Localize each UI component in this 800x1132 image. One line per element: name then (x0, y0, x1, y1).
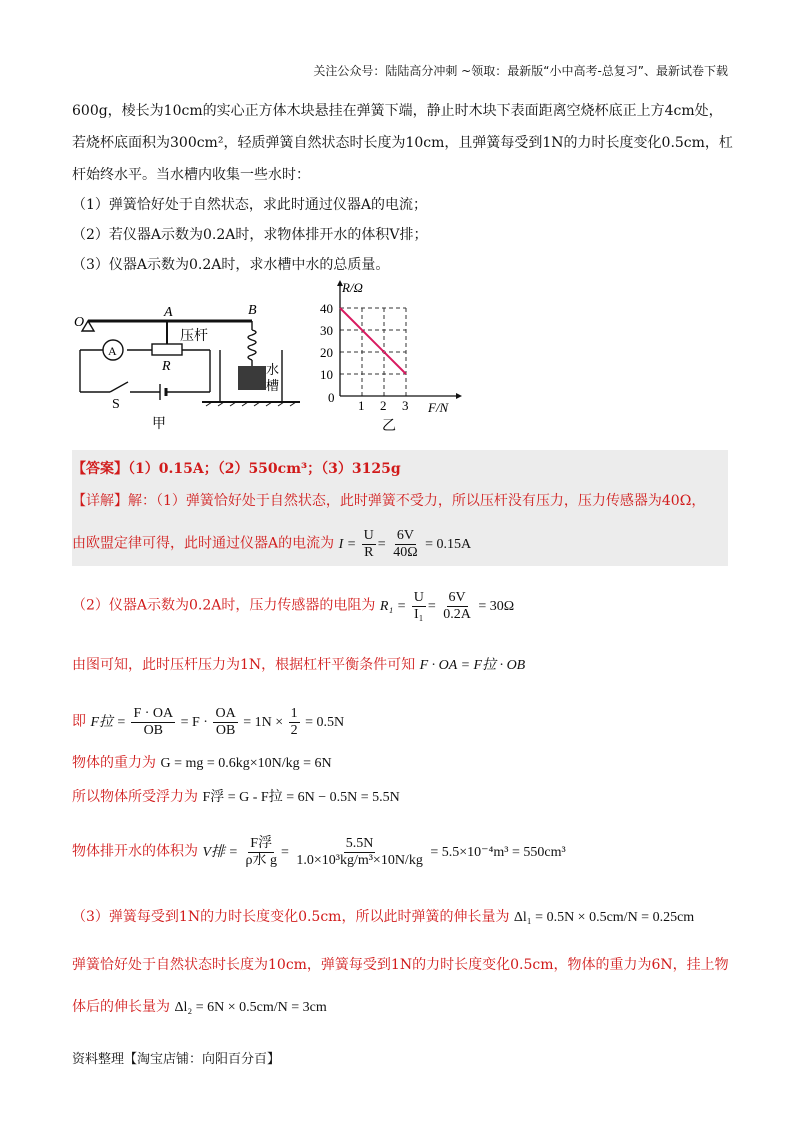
eq8: Δl₁ = 0.5N × 0.5cm/N = 0.25cm (513, 910, 695, 925)
solution-line-7 (72, 786, 400, 806)
x-tick-3: 3 (402, 398, 409, 413)
eq5: G = mg = 0.6kg×10N/kg = 6N (160, 756, 332, 771)
label-meter: A (108, 344, 117, 358)
y-axis-label: R/Ω (342, 280, 363, 295)
solution-line-5 (72, 706, 344, 739)
solution-p9: （3）弹簧每受到1N的力时长度变化0.5cm，所以此时弹簧的伸长量为 (72, 909, 510, 925)
solution-p11: 体后的伸长量为 (72, 999, 170, 1015)
solution-p1: 解：（1）弹簧恰好处于自然状态，此时弹簧不受力，所以压杆没有压力，压力传感器为40Ω， (128, 493, 706, 509)
solution-p5: 即 (72, 713, 86, 730)
resistor-r (152, 344, 182, 355)
question-3: （3）仪器A示数为0.2A时，求水槽中水的总质量。 (72, 257, 390, 273)
y-tick-30: 30 (320, 323, 333, 338)
label-a: A (164, 305, 173, 320)
eq4: F拉 = $\frac{F \cdot OA}{OB}$ = F · $\frac{OA}{OB}$ = 1N × $\frac{1}{2}$ = 0.5N (90, 706, 345, 738)
label-ya-gan: 压杆 (180, 329, 208, 344)
y-tick-40: 40 (320, 301, 333, 316)
solution-p8: 物体排开水的体积为 (72, 843, 198, 860)
problem-line-2: 若烧杯底面积为300cm²，轻质弹簧自然状态时长度为10cm，且弹簧每受到1N的力时长度变化0.5cm，杠 (72, 135, 733, 151)
spring (248, 330, 256, 360)
caption-jia: 甲 (152, 417, 166, 432)
answer-text: （1）0.15A；（2）550cm³；（3）3125g (128, 461, 401, 477)
eq9: Δl₂ = 6N × 0.5cm/N = 3cm (174, 1000, 327, 1015)
solution-p10: 弹簧恰好处于自然状态时长度为10cm，弹簧每受到1N的力时长度变化0.5cm，物体的重力为6N，挂上物 (72, 957, 729, 973)
eq2: R₁ = $\frac{U}{\text{I₁}}$ = $\frac{6V}{0.2A}$ = 30Ω (379, 590, 515, 622)
label-o: O (74, 315, 85, 330)
series-line-R (340, 308, 406, 374)
answer-line (72, 458, 401, 478)
solution-p4: 由图可知，此时压杆压力为1N，根据杠杆平衡条件可知 (72, 657, 416, 673)
switch-s (110, 382, 128, 392)
figure-yi-chart (316, 276, 476, 436)
label-cao: 槽 (266, 378, 280, 393)
page-header: 关注公众号：陆陆高分冲刺 ~领取：最新版“小中高考-总复习”、最新试卷下载 (313, 64, 728, 78)
eq3: F · OA = F拉 · OB (419, 658, 526, 673)
answer-tag: 【答案】 (72, 461, 128, 477)
figure-jia (72, 300, 312, 435)
solution-line-10 (72, 954, 729, 974)
wood-block (238, 366, 266, 390)
solution-line-1 (72, 490, 705, 510)
solution-p6: 物体的重力为 (72, 755, 156, 771)
solution-line-6 (72, 752, 332, 772)
page-footer: 资料整理【淘宝店铺：向阳百分百】 (72, 1052, 281, 1067)
solution-line-4 (72, 654, 525, 674)
solution-line-2 (72, 528, 471, 561)
origin-label: 0 (328, 390, 335, 405)
problem-line-1: 600g，棱长为10cm的实心正方体木块悬挂在弹簧下端，静止时木块下表面距离空烧杯底正上方4cm处， (72, 103, 723, 119)
y-tick-10: 10 (320, 367, 333, 382)
solution-line-11 (72, 996, 327, 1016)
problem-line-3: 杆始终水平。当水槽内收集一些水时： (72, 167, 310, 183)
solution-p7: 所以物体所受浮力为 (72, 789, 198, 805)
eq6: F浮 = G - F拉 = 6N − 0.5N = 5.5N (202, 790, 400, 805)
solution-line-9 (72, 906, 694, 926)
solution-tag: 【详解】 (72, 493, 128, 509)
question-2: （2）若仪器A示数为0.2A时，求物体排开水的体积V排； (72, 227, 428, 243)
eq1: I = $\frac{U}{R}$ = $\frac{6V}{40\Omega}$ = 0.15A (338, 528, 472, 560)
x-axis-label: F/N (428, 400, 449, 415)
x-tick-2: 2 (380, 398, 387, 413)
solution-p2: 由欧盟定律可得，此时通过仪器A的电流为 (72, 535, 335, 552)
solution-line-3 (72, 590, 514, 623)
label-r: R (162, 359, 171, 374)
label-shui: 水 (266, 362, 280, 377)
solution-p3: （2）仪器A示数为0.2A时，压力传感器的电阻为 (72, 597, 376, 614)
x-tick-1: 1 (358, 398, 365, 413)
caption-yi: 乙 (382, 419, 396, 434)
y-tick-20: 20 (320, 345, 333, 360)
eq7: V排 = $\frac{\text{F浮}}{\text{ρ水 g}}$ = $\frac{5.5N}{\text{1.0×10³kg/m³×10N/kg}}$ = 5.5×10⁻⁴m³ = 550cm³ (202, 836, 566, 868)
question-1: （1）弹簧恰好处于自然状态，求此时通过仪器A的电流； (72, 197, 428, 213)
label-b: B (248, 303, 257, 318)
label-s: S (112, 397, 120, 412)
solution-line-8 (72, 836, 566, 869)
